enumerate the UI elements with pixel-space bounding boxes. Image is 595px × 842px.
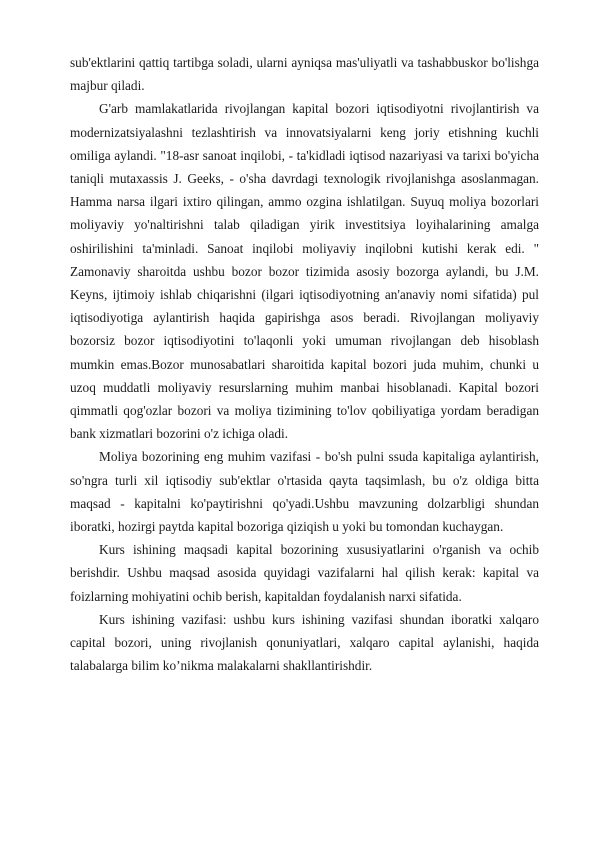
paragraph-course-goal: Kurs ishining maqsadi kapital bozorining xususiyatlarini o'rganish va ochib berishdir. Ushbu maqsad asosida quyidagi vazifalarni hal qilish kerak: kapital va foizlarning mohiyatini ochib berish, kapitaldan foydalanish narxi sifatida.	[70, 542, 539, 604]
document-body	[70, 51, 539, 677]
paragraph-continuation: sub'ektlarini qattiq tartibga soladi, ularni ayniqsa mas'uliyatli va tashabbuskor bo'lishga majbur qiladi.	[70, 55, 539, 94]
paragraph-financial-market-function: Moliya bozorining eng muhim vazifasi - bo'sh pulni ssuda kapitaliga aylantirish, so'ngra turli xil iqtisodiy sub'ektlar o'rtasida qayta taqsimlash, bu o'z oldiga bitta maqsad - kapitalni ko'paytirishni qo'yadi.Ushbu mavzuning dolzarbligi shundan iboratki, hozirgi paytda kapital bozoriga qiziqish u yoki bu tomondan kuchaygan.	[70, 449, 539, 535]
paragraph-course-task: Kurs ishining vazifasi: ushbu kurs ishining vazifasi shundan iboratki xalqaro capital bozori, uning rivojlanish qonuniyatlari, xalqaro capital aylanishi, haqida talabalarga bilim ko’nikma malakalarni shakllantirishdir.	[70, 611, 539, 674]
paragraph-western-capital-market: G'arb mamlakatlarida rivojlangan kapital bozori iqtisodiyotni rivojlantirish va modernizatsiyalashni tezlashtirish va innovatsiyalarni keng joriy etishning kuchli omiliga aylandi. "18-asr sanoat inqilobi, - ta'kidladi iqtisod nazariyasi va tarixi bo'yicha taniqli mutaxassis J. Geeks, - o'sha davrdagi texnologik rivojlanishga asoslanmagan. Hamma narsa ilgari ixtiro qilingan, ammo ozgina ishlatilgan. Suyuq moliya bozorlari moliyaviy yo'naltirishni talab qiladigan yirik investitsiya loyihalarining amalga oshirilishini ta'minladi. Sanoat inqilobi moliyaviy inqilobni kutishi kerak edi. " Zamonaviy sharoitda ushbu bozor bozor tizimida asosiy bozorga aylandi, bu J.M. Keyns, ijtimoiy ishlab chiqarishni (ilgari iqtisodiyotning an'anaviy nomi sifatida) pul iqtisodiyotiga aylantirish haqida gapirishga asos beradi. Rivojlangan moliyaviy bozorsiz bozor iqtisodiyotini to'laqonli yoki umuman rivojlangan deb hisoblash mumkin emas.Bozor munosabatlari sharoitida kapital bozori juda muhim, chunki u uzoq muddatli moliyaviy resurslarning muhim manbai hisoblanadi. Kapital bozori qimmatli qog'ozlar bozori va moliya tizimining to'lov qobiliyatiga yordam beradigan bank xizmatlari bozorini o'z ichiga oladi.	[70, 101, 539, 442]
